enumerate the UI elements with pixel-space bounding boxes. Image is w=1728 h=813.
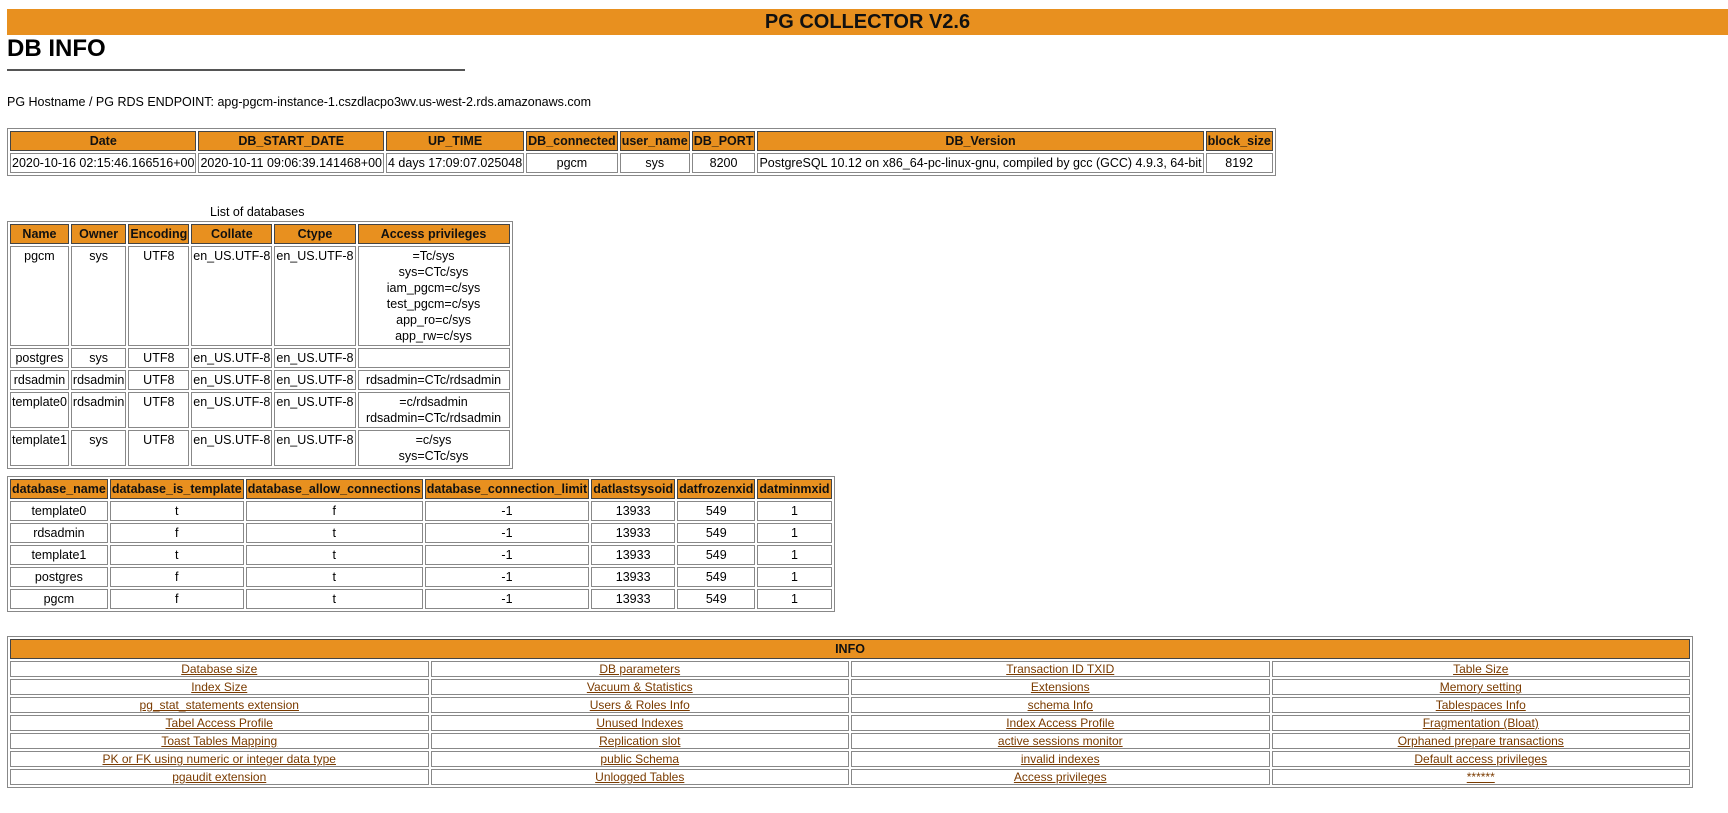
column-header-encoding: Encoding bbox=[128, 224, 189, 244]
link-transaction-id-txid[interactable]: Transaction ID TXID bbox=[1006, 662, 1115, 676]
table-row bbox=[10, 661, 1690, 677]
column-header-date: Date bbox=[10, 131, 196, 151]
info-cell bbox=[10, 715, 429, 731]
cell-access-privileges bbox=[358, 348, 510, 368]
column-header-database-connection-limit: database_connection_limit bbox=[425, 479, 589, 499]
info-cell bbox=[851, 733, 1270, 749]
cell-database-allow-connections: t bbox=[246, 567, 423, 587]
privilege-entry: =c/sys bbox=[415, 433, 452, 447]
cell-access-privileges bbox=[358, 370, 510, 390]
column-header-db-connected: DB_connected bbox=[526, 131, 618, 151]
info-cell bbox=[1272, 769, 1691, 785]
link-invalid-indexes[interactable]: invalid indexes bbox=[1020, 752, 1100, 766]
table-row bbox=[10, 733, 1690, 749]
privilege-entry: =Tc/sys bbox=[412, 249, 455, 263]
link-active-sessions-monitor[interactable]: active sessions monitor bbox=[997, 734, 1123, 748]
cell-ctype: en_US.UTF-8 bbox=[274, 430, 355, 466]
link-pgaudit-extension[interactable]: pgaudit extension bbox=[172, 770, 267, 784]
privilege-entry: rdsadmin=CTc/rdsadmin bbox=[365, 373, 502, 387]
table-row bbox=[10, 567, 832, 587]
cell-owner: sys bbox=[71, 348, 126, 368]
column-header-collate: Collate bbox=[191, 224, 272, 244]
column-header-db-version: DB_Version bbox=[757, 131, 1203, 151]
info-cell bbox=[851, 661, 1270, 677]
cell-database-name: template0 bbox=[10, 501, 108, 521]
link-fragmentation-bloat[interactable]: Fragmentation (Bloat) bbox=[1422, 716, 1539, 730]
privilege-entry: iam_pgcm=c/sys bbox=[386, 281, 481, 295]
cell-owner: sys bbox=[71, 246, 126, 346]
privilege-entry: sys=CTc/sys bbox=[398, 449, 469, 463]
info-cell bbox=[851, 679, 1270, 695]
cell-name: pgcm bbox=[10, 246, 69, 346]
table-row bbox=[10, 679, 1690, 695]
table-row bbox=[10, 430, 510, 466]
link-table-size[interactable]: Table Size bbox=[1453, 662, 1509, 676]
cell-ctype: en_US.UTF-8 bbox=[274, 246, 355, 346]
column-header-up-time: UP_TIME bbox=[386, 131, 524, 151]
cell-database-allow-connections: t bbox=[246, 589, 423, 609]
info-cell bbox=[10, 661, 429, 677]
cell-datminmxid: 1 bbox=[757, 545, 831, 565]
column-header-db-start-date: DB_START_DATE bbox=[198, 131, 384, 151]
info-cell bbox=[10, 679, 429, 695]
cell-database-connection-limit: -1 bbox=[425, 545, 589, 565]
cell-database-allow-connections: t bbox=[246, 523, 423, 543]
table-row bbox=[10, 501, 832, 521]
cell-owner: rdsadmin bbox=[71, 370, 126, 390]
info-cell bbox=[1272, 733, 1691, 749]
table-row bbox=[10, 769, 1690, 785]
table-row bbox=[10, 348, 510, 368]
privilege-entry: rdsadmin=CTc/rdsadmin bbox=[365, 411, 502, 425]
info-cell bbox=[1272, 751, 1691, 767]
cell-db-port: 8200 bbox=[692, 153, 756, 173]
link-masked[interactable]: ****** bbox=[1466, 770, 1495, 784]
cell-database-connection-limit: -1 bbox=[425, 589, 589, 609]
link-toast-tables-mapping[interactable]: Toast Tables Mapping bbox=[161, 734, 278, 748]
cell-ctype: en_US.UTF-8 bbox=[274, 370, 355, 390]
info-cell bbox=[1272, 661, 1691, 677]
cell-datfrozenxid: 549 bbox=[677, 589, 755, 609]
table-row bbox=[10, 545, 832, 565]
column-header-owner: Owner bbox=[71, 224, 126, 244]
link-default-access-privileges[interactable]: Default access privileges bbox=[1414, 752, 1548, 766]
cell-database-connection-limit: -1 bbox=[425, 501, 589, 521]
database-properties-table bbox=[7, 476, 835, 612]
info-cell bbox=[851, 715, 1270, 731]
column-header-datminmxid: datminmxid bbox=[757, 479, 831, 499]
info-cell bbox=[10, 769, 429, 785]
page-title: DB INFO bbox=[7, 35, 106, 62]
info-cell bbox=[431, 733, 850, 749]
column-header-database-name: database_name bbox=[10, 479, 108, 499]
host-endpoint-line: PG Hostname / PG RDS ENDPOINT: apg-pgcm-instance-1.cszdlacpo3wv.us-west-2.rds.amazonaws.com bbox=[7, 95, 591, 109]
cell-database-name: template1 bbox=[10, 545, 108, 565]
link-orphaned-prepare-transactions[interactable]: Orphaned prepare transactions bbox=[1397, 734, 1564, 748]
cell-database-allow-connections: t bbox=[246, 545, 423, 565]
cell-collate: en_US.UTF-8 bbox=[191, 348, 272, 368]
cell-access-privileges bbox=[358, 246, 510, 346]
info-cell bbox=[851, 697, 1270, 713]
cell-datlastsysoid: 13933 bbox=[591, 545, 675, 565]
info-cell bbox=[431, 661, 850, 677]
table-row bbox=[10, 523, 832, 543]
cell-db-connected: pgcm bbox=[526, 153, 618, 173]
databases-table bbox=[7, 221, 513, 469]
cell-db-version: PostgreSQL 10.12 on x86_64-pc-linux-gnu, compiled by gcc (GCC) 4.9.3, 64-bit bbox=[757, 153, 1203, 173]
cell-name: template0 bbox=[10, 392, 69, 428]
privilege-entry: test_pgcm=c/sys bbox=[386, 297, 481, 311]
table-header-row bbox=[10, 224, 510, 244]
info-cell bbox=[1272, 679, 1691, 695]
cell-database-is-template: t bbox=[110, 501, 244, 521]
cell-datlastsysoid: 13933 bbox=[591, 589, 675, 609]
cell-datlastsysoid: 13933 bbox=[591, 523, 675, 543]
cell-datfrozenxid: 549 bbox=[677, 545, 755, 565]
cell-encoding: UTF8 bbox=[128, 370, 189, 390]
databases-caption: List of databases bbox=[210, 205, 305, 219]
cell-database-is-template: f bbox=[110, 567, 244, 587]
info-cell bbox=[431, 697, 850, 713]
info-cell bbox=[431, 769, 850, 785]
table-header-row bbox=[10, 131, 1273, 151]
cell-encoding: UTF8 bbox=[128, 392, 189, 428]
cell-name: postgres bbox=[10, 348, 69, 368]
cell-database-name: postgres bbox=[10, 567, 108, 587]
table-row bbox=[10, 697, 1690, 713]
cell-encoding: UTF8 bbox=[128, 430, 189, 466]
cell-access-privileges bbox=[358, 430, 510, 466]
cell-collate: en_US.UTF-8 bbox=[191, 392, 272, 428]
column-header-ctype: Ctype bbox=[274, 224, 355, 244]
cell-block-size: 8192 bbox=[1206, 153, 1273, 173]
link-schema-info[interactable]: schema Info bbox=[1027, 698, 1093, 712]
info-cell bbox=[1272, 697, 1691, 713]
column-header-block-size: block_size bbox=[1206, 131, 1273, 151]
cell-date: 2020-10-16 02:15:46.166516+00 bbox=[10, 153, 196, 173]
cell-database-name: pgcm bbox=[10, 589, 108, 609]
db-summary-table bbox=[7, 128, 1276, 176]
cell-collate: en_US.UTF-8 bbox=[191, 430, 272, 466]
cell-datlastsysoid: 13933 bbox=[591, 501, 675, 521]
link-index-size[interactable]: Index Size bbox=[191, 680, 248, 694]
cell-up-time: 4 days 17:09:07.025048 bbox=[386, 153, 524, 173]
cell-datminmxid: 1 bbox=[757, 589, 831, 609]
table-row bbox=[10, 370, 510, 390]
link-public-schema[interactable]: public Schema bbox=[600, 752, 680, 766]
cell-datminmxid: 1 bbox=[757, 501, 831, 521]
info-cell bbox=[431, 679, 850, 695]
link-access-privileges[interactable]: Access privileges bbox=[1013, 770, 1107, 784]
link-unused-indexes[interactable]: Unused Indexes bbox=[596, 716, 684, 730]
info-cell bbox=[10, 733, 429, 749]
info-cell bbox=[431, 751, 850, 767]
link-replication-slot[interactable]: Replication slot bbox=[599, 734, 681, 748]
cell-database-is-template: t bbox=[110, 545, 244, 565]
cell-datlastsysoid: 13933 bbox=[591, 567, 675, 587]
privilege-entry: app_ro=c/sys bbox=[396, 313, 471, 327]
column-header-db-port: DB_PORT bbox=[692, 131, 756, 151]
table-row bbox=[10, 715, 1690, 731]
table-row bbox=[10, 246, 510, 346]
info-cell bbox=[851, 751, 1270, 767]
cell-datminmxid: 1 bbox=[757, 523, 831, 543]
link-memory-setting[interactable]: Memory setting bbox=[1439, 680, 1522, 694]
table-header-row bbox=[10, 479, 832, 499]
column-header-datlastsysoid: datlastsysoid bbox=[591, 479, 675, 499]
link-users-roles-info[interactable]: Users & Roles Info bbox=[589, 698, 690, 712]
cell-user-name: sys bbox=[620, 153, 690, 173]
column-header-user-name: user_name bbox=[620, 131, 690, 151]
cell-name: template1 bbox=[10, 430, 69, 466]
privilege-entry: =c/rdsadmin bbox=[399, 395, 468, 409]
link-tablespaces-info[interactable]: Tablespaces Info bbox=[1435, 698, 1526, 712]
cell-database-connection-limit: -1 bbox=[425, 567, 589, 587]
cell-database-allow-connections: f bbox=[246, 501, 423, 521]
column-header-datfrozenxid: datfrozenxid bbox=[677, 479, 755, 499]
app-banner-title: PG COLLECTOR V2.6 bbox=[7, 9, 1728, 35]
cell-collate: en_US.UTF-8 bbox=[191, 370, 272, 390]
cell-db-start-date: 2020-10-11 09:06:39.141468+00 bbox=[198, 153, 384, 173]
info-cell bbox=[1272, 715, 1691, 731]
cell-datfrozenxid: 549 bbox=[677, 567, 755, 587]
link-database-size[interactable]: Database size bbox=[181, 662, 258, 676]
cell-database-name: rdsadmin bbox=[10, 523, 108, 543]
table-row bbox=[10, 392, 510, 428]
link-unlogged-tables[interactable]: Unlogged Tables bbox=[595, 770, 685, 784]
cell-datfrozenxid: 549 bbox=[677, 523, 755, 543]
table-row bbox=[10, 589, 832, 609]
link-vacuum-statistics[interactable]: Vacuum & Statistics bbox=[586, 680, 693, 694]
link-tabel-access-profile[interactable]: Tabel Access Profile bbox=[165, 716, 273, 730]
cell-owner: sys bbox=[71, 430, 126, 466]
link-pk-or-fk-using-numeric-or-integer-data-type[interactable]: PK or FK using numeric or integer data type bbox=[102, 752, 336, 766]
cell-name: rdsadmin bbox=[10, 370, 69, 390]
info-header: INFO bbox=[10, 639, 1690, 659]
privilege-entry: app_rw=c/sys bbox=[395, 329, 472, 343]
cell-database-is-template: f bbox=[110, 523, 244, 543]
cell-datminmxid: 1 bbox=[757, 567, 831, 587]
column-header-database-allow-connections: database_allow_connections bbox=[246, 479, 423, 499]
info-cell bbox=[10, 751, 429, 767]
column-header-database-is-template: database_is_template bbox=[110, 479, 244, 499]
privilege-entry: sys=CTc/sys bbox=[398, 265, 469, 279]
info-links-table bbox=[7, 636, 1693, 788]
info-cell bbox=[851, 769, 1270, 785]
table-row bbox=[10, 153, 1273, 173]
column-header-access-privileges: Access privileges bbox=[358, 224, 510, 244]
cell-owner: rdsadmin bbox=[71, 392, 126, 428]
cell-access-privileges bbox=[358, 392, 510, 428]
cell-datfrozenxid: 549 bbox=[677, 501, 755, 521]
link-extensions[interactable]: Extensions bbox=[1030, 680, 1090, 694]
cell-database-connection-limit: -1 bbox=[425, 523, 589, 543]
info-cell bbox=[10, 697, 429, 713]
cell-database-is-template: f bbox=[110, 589, 244, 609]
cell-ctype: en_US.UTF-8 bbox=[274, 348, 355, 368]
info-cell bbox=[431, 715, 850, 731]
link-pg-stat-statements-extension[interactable]: pg_stat_statements extension bbox=[139, 698, 299, 712]
cell-collate: en_US.UTF-8 bbox=[191, 246, 272, 346]
cell-encoding: UTF8 bbox=[128, 246, 189, 346]
table-row bbox=[10, 751, 1690, 767]
title-divider bbox=[7, 69, 465, 71]
cell-ctype: en_US.UTF-8 bbox=[274, 392, 355, 428]
link-db-parameters[interactable]: DB parameters bbox=[599, 662, 681, 676]
link-index-access-profile[interactable]: Index Access Profile bbox=[1006, 716, 1115, 730]
column-header-name: Name bbox=[10, 224, 69, 244]
cell-encoding: UTF8 bbox=[128, 348, 189, 368]
